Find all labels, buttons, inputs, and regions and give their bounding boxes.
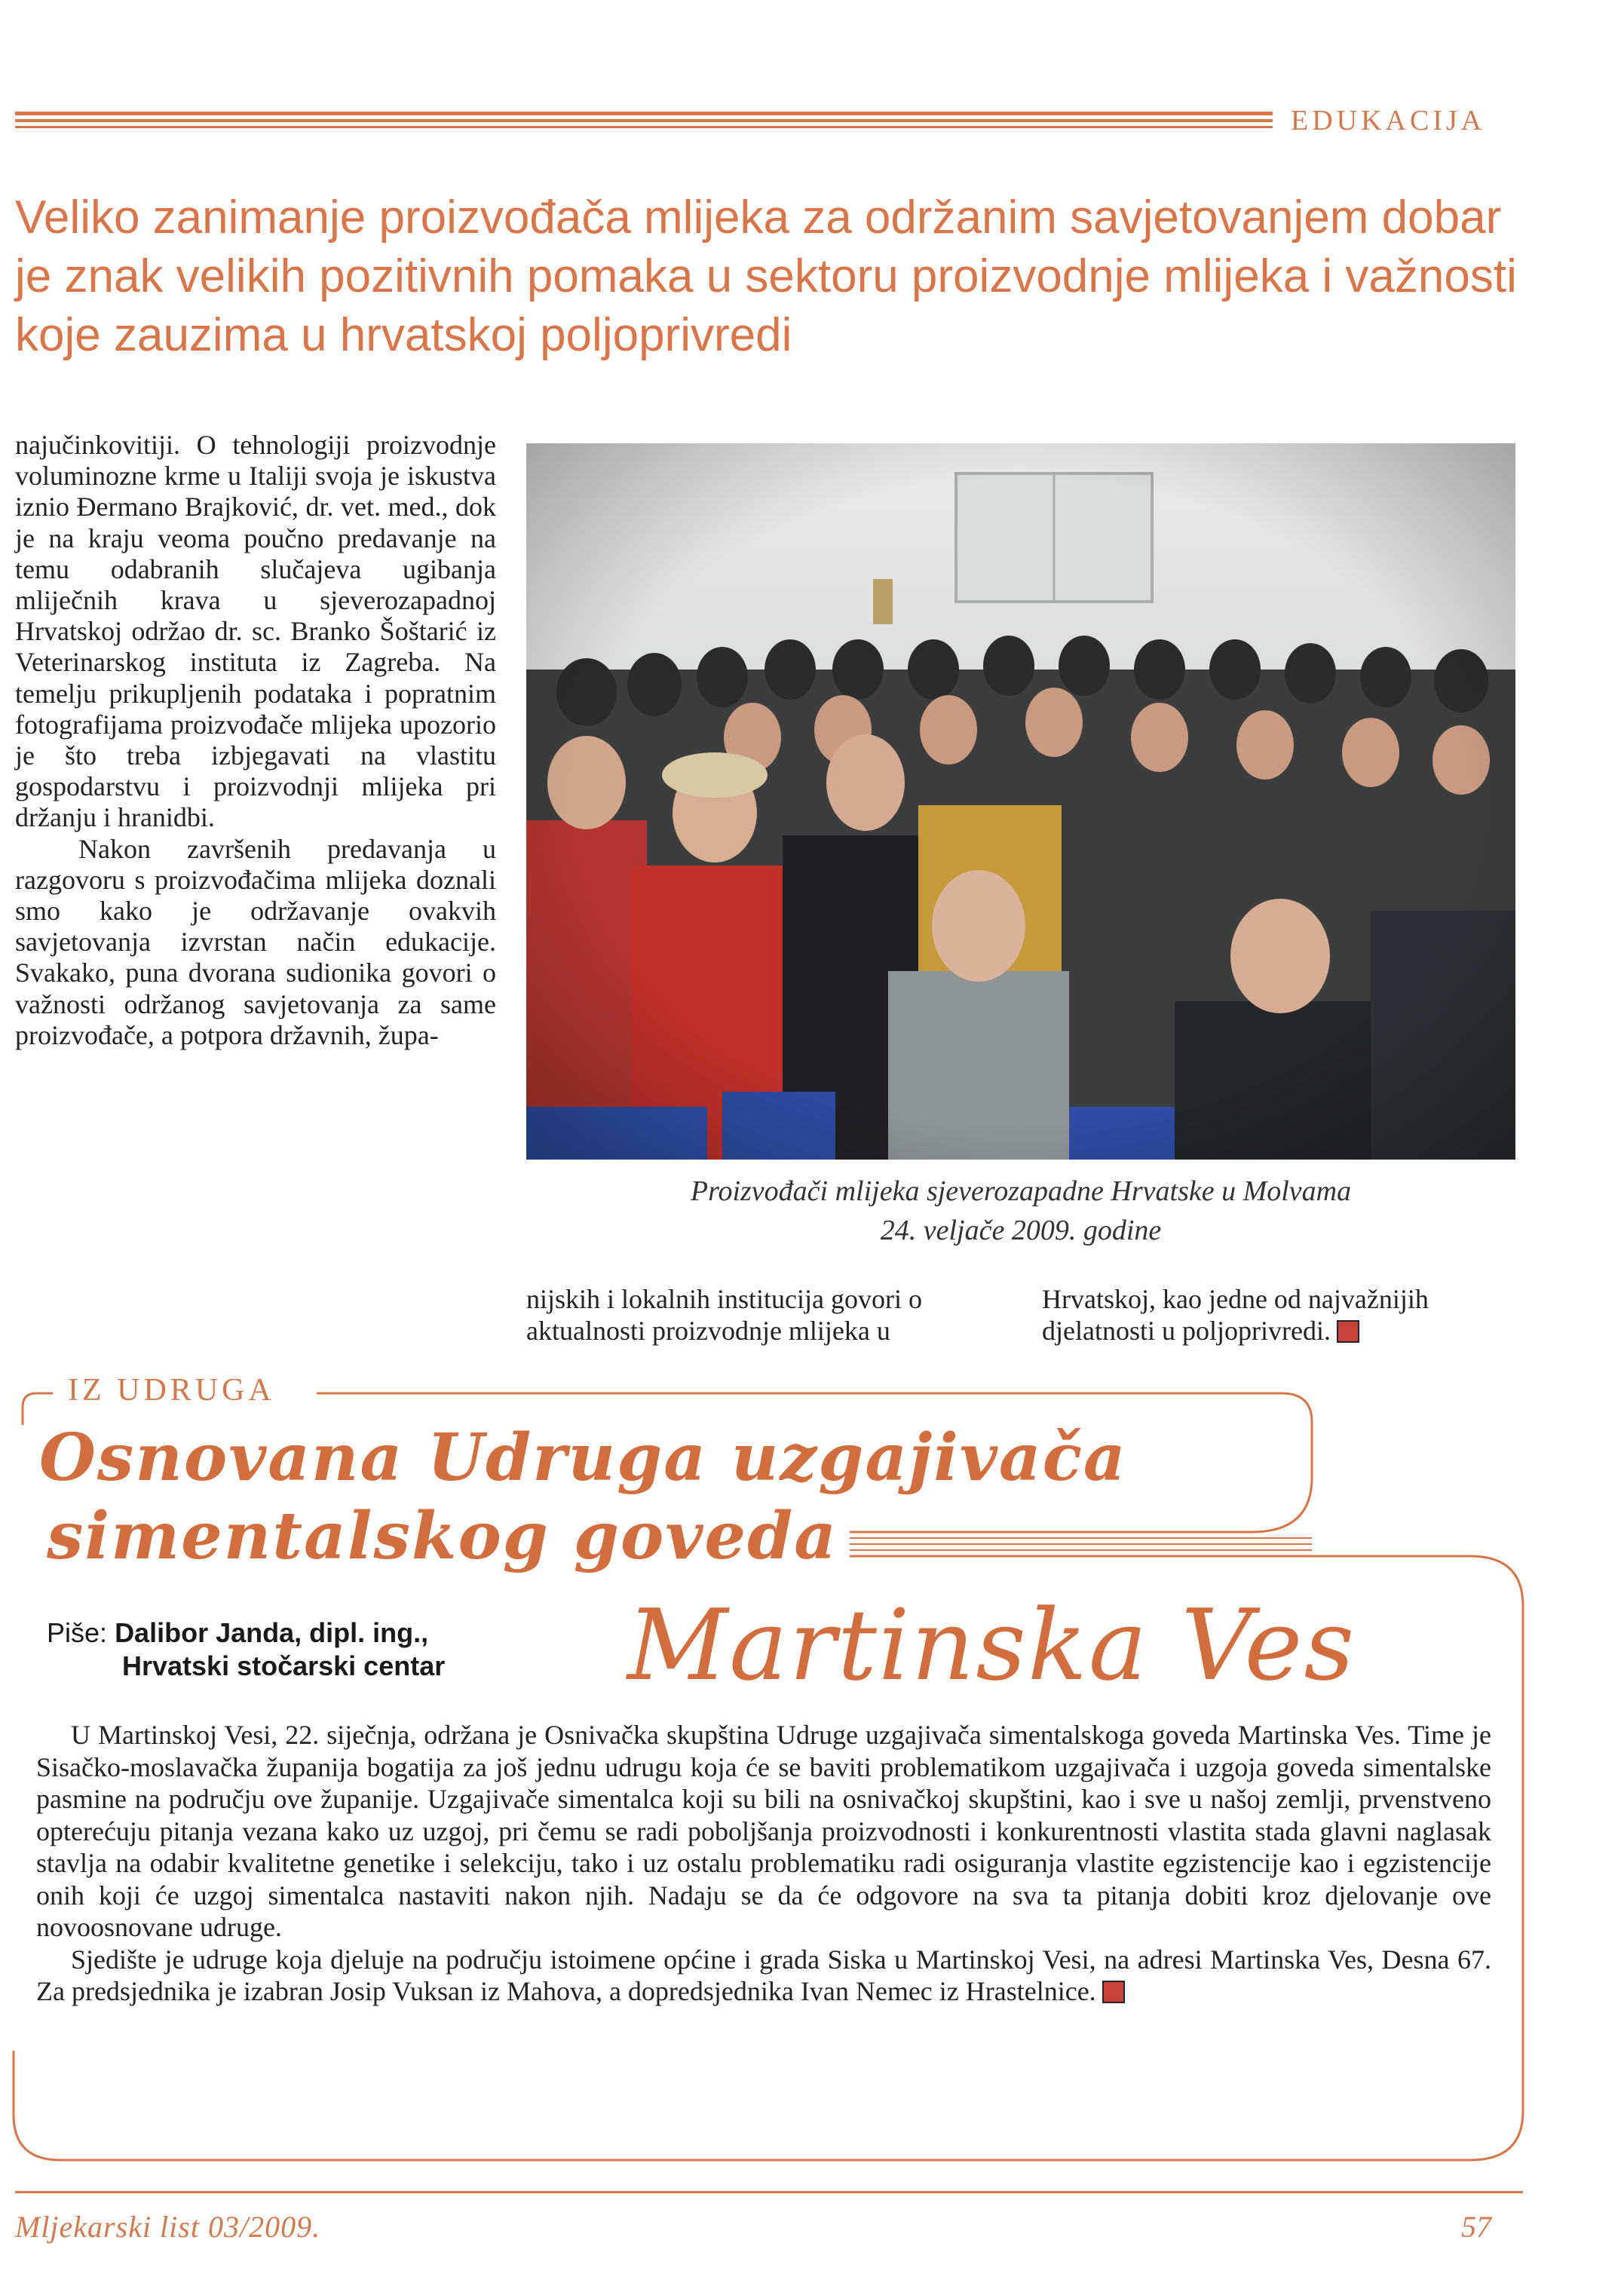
byline-author: Dalibor Janda, dipl. ing., (115, 1617, 429, 1648)
article-paragraph: najučinkovitiji. O tehnologiji proizvodnje voluminozne krme u Italiji svoja je iskustva iznio Đermano Brajković, dr. vet. med., dok je na kraju veoma poučno predavanje na temu odabranih slučajeva ugibanja mliječnih krava u sjeverozapadnoj Hrvatskoj održao dr. sc. Branko Šoštarić iz Veterinarskog instituta iz Zagreba. Na temelju prikupljenih podataka i popratnim fotografijama proizvođače mlijeka upozorio je što treba izbjegavati na vlastitu gospodarstvu i proizvodnji mlijeka pri držanju i hranidbi. (15, 430, 496, 833)
byline (47, 1616, 445, 1683)
box-title-line-1: Osnovana Udruga uzgajivača (39, 1420, 1127, 1496)
audience-photo (526, 443, 1515, 1160)
headline: Veliko zanimanje proizvođača mlijeka za održanim savjetovanjem dobar je znak velikih pozitivnih pomaka u sektoru proizvodnje mlijeka i važnosti koje zauzima u hrvatskoj poljoprivredi (15, 192, 1517, 361)
article-middle-column: nijskih i lokalnih institucija govori o aktualnosti proizvodnje mlijeka u (526, 1284, 922, 1346)
section-label: EDUKACIJA (1291, 105, 1486, 136)
box-section-label: IZ UDRUGA (62, 1372, 281, 1408)
article-right-column (1042, 1283, 1524, 1347)
article-ending: Hrvatskoj, kao jedne od najvažnijih djelatnosti u poljoprivredi. (1042, 1284, 1429, 1346)
caption-line: 24. veljače 2009. godine (880, 1215, 1162, 1246)
caption-line: Proizvođači mlijeka sjeverozapadne Hrvatske u Molvama (690, 1175, 1352, 1207)
header-rule (15, 112, 1273, 131)
box-paragraph: U Martinskoj Vesi, 22. siječnja, održana je Osnivačka skupština Udruge uzgajivača simentalskoga goveda Martinska Ves. Time je Sisačko-moslavačka županija bogatija za još jednu udrugu koja će se baviti problematikom uzgajivača i uzgoja goveda simentalske pasmine na području ove županije. Uzgajivače simentalca koji su bili na osnivačkoj skupštini, kao i sve u našoj zemlji, prvenstveno opterećuju pitanja vezana kako uz uzgoj, pri čemu se radi poboljšanja proizvodnosti i konkurentnosti vlastita stada glavni naglasak stavlja na odabir kvalitetne genetike i selekciju, tako i uz ostalu problematiku radi osiguranja vlastite egzistencije kao i egzistencije onih koji će uzgoj simentalca nastaviti nakon njih. Nadaju se da će odgovore na sva ta pitanja dobiti kroz djelovanje ove novoosnovane udruge. (36, 1720, 1491, 1942)
article-left-column (15, 430, 496, 1051)
footer-rule (15, 2191, 1523, 2193)
footer-publication: Mljekarski list 03/2009. (15, 2210, 321, 2244)
article-paragraph: Nakon završenih predavanja u razgovoru s proizvođačima mlijeka doznali smo kako je održavanje ovakvih savjetovanja izvrstan način edukacije. Svakako, puna dvorana sudionika govori o važnosti održanog savjetovanja za same proizvođače, a potpora državnih, župa- (15, 833, 496, 1050)
byline-organization: Hrvatski stočarski centar (122, 1650, 446, 1681)
page-number: 57 (1461, 2210, 1491, 2244)
box-paragraph: Sjedište je udruge koja djeluje na području istoimene općine i grada Siska u Martinskoj Vesi, na adresi Martinska Ves, Desna 67. Za predsjednika je izabran Josip Vuksan iz Mahova, a dopredsjednika Ivan Nemec iz Hrastelnice. (36, 1944, 1491, 2006)
photo-caption (526, 1172, 1515, 1250)
byline-prefix: Piše: (47, 1617, 108, 1648)
end-mark-icon (1102, 1981, 1125, 2003)
end-mark-icon (1337, 1320, 1359, 1343)
box-title-place: Martinska Ves (627, 1588, 1356, 1702)
box-title-line-2: simentalskog goveda (47, 1499, 850, 1574)
box-body (36, 1719, 1491, 2008)
